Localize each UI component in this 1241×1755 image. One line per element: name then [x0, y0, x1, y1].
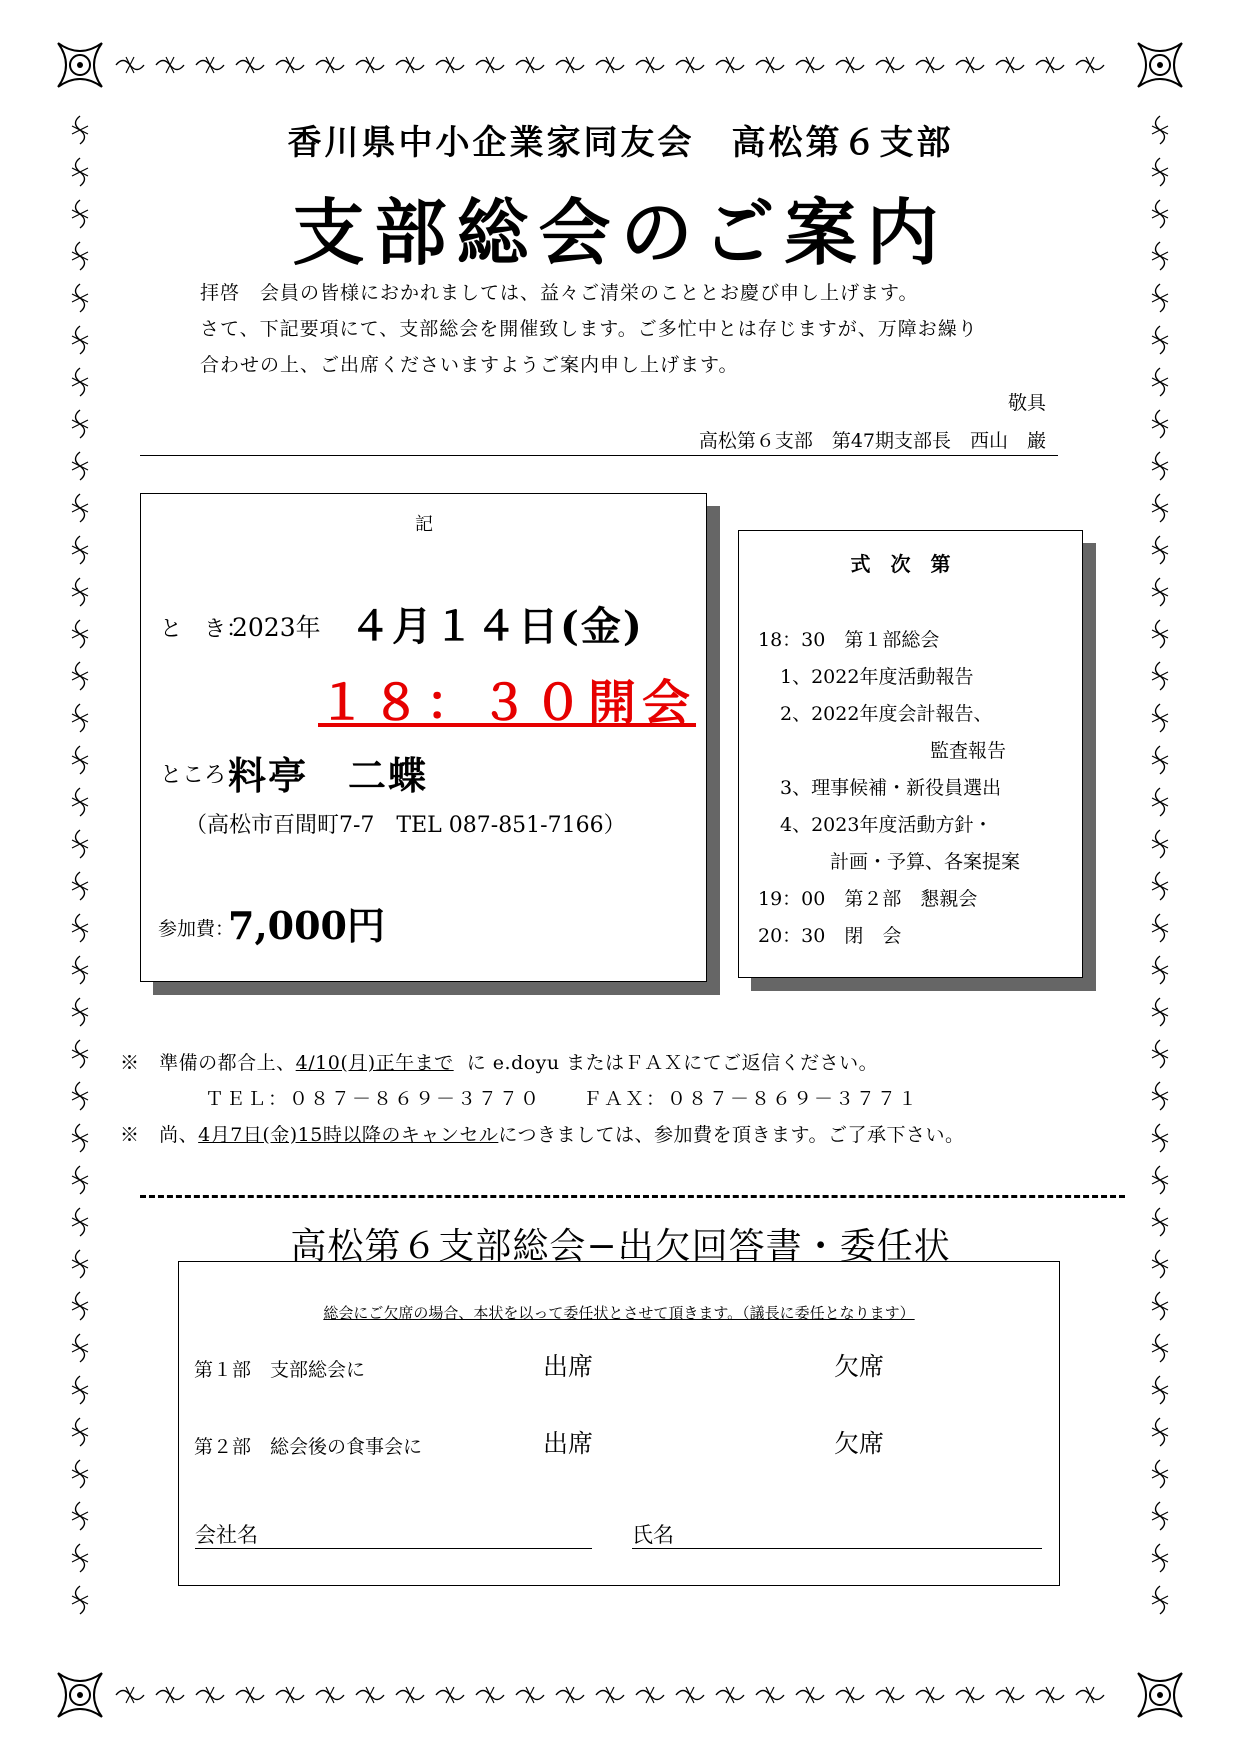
where-label: ところ： [160, 763, 249, 788]
border-ornament [1152, 420, 1168, 428]
border-ornament [806, 57, 814, 73]
border-ornament [1152, 1428, 1168, 1436]
border-ornament [486, 57, 494, 73]
border-ornament [1006, 1687, 1014, 1703]
company-field[interactable] [195, 1548, 592, 1549]
page-title: 支部総会のご案内 [292, 190, 949, 275]
border-ornament [366, 1687, 374, 1703]
venue-address: （高松市百間町7-7 TEL 087-851-7166） [185, 813, 626, 838]
program-item: 18：30 第１部総会 [758, 629, 940, 651]
cancel-note [120, 1120, 964, 1147]
border-ornament [72, 1134, 88, 1142]
border-ornament [126, 57, 134, 73]
event-date: ４月１４日(金) [350, 603, 644, 650]
divider [140, 455, 1058, 456]
border-ornament [1152, 924, 1168, 932]
proxy-note: 総会にご欠席の場合、本状を以って委任状とさせて頂きます。（議長に委任となります） [323, 1304, 915, 1322]
border-ornament [72, 336, 88, 344]
attendance-row-label-part1: 第１部 支部総会に [194, 1359, 366, 1381]
border-ornament [846, 1687, 854, 1703]
border-ornament [966, 57, 974, 73]
border-ornament [446, 57, 454, 73]
start-time: １８：３０開会 [318, 675, 697, 731]
reply-prefix: 準備の都合上、 [159, 1052, 296, 1074]
when-label: と き： [160, 617, 249, 642]
reply-note [120, 1048, 878, 1075]
border-ornament [686, 57, 694, 73]
company-label: 会社名 [195, 1523, 258, 1547]
border-ornament [72, 1386, 88, 1394]
border-ornament [72, 420, 88, 428]
organization-title: 香川県中小企業家同友会 高松第６支部 [287, 123, 954, 163]
border-ornament [606, 57, 614, 73]
border-ornament [72, 798, 88, 806]
border-ornament [72, 462, 88, 470]
name-label: 氏名 [632, 1523, 674, 1547]
border-ornament [72, 756, 88, 764]
border-ornament [1152, 294, 1168, 302]
border-ornament [126, 1687, 134, 1703]
border-ornament [1046, 57, 1054, 73]
program-item: 20：30 閉 会 [758, 925, 902, 947]
border-ornament [726, 57, 734, 73]
border-ornament [72, 546, 88, 554]
border-ornament [926, 1687, 934, 1703]
fee-amount: 7,000円 [228, 903, 385, 948]
closing-word: 敬具 [1007, 392, 1046, 414]
name-field[interactable] [632, 1548, 1042, 1549]
border-ornament [72, 1050, 88, 1058]
program-item: 2、2022年度会計報告、 [780, 703, 993, 725]
absent-option-part2[interactable]: 欠席 [834, 1429, 885, 1458]
border-ornament [206, 1687, 214, 1703]
border-ornament [1152, 1554, 1168, 1562]
cut-line [140, 1195, 1125, 1198]
border-ornament [1152, 336, 1168, 344]
border-ornament [1152, 966, 1168, 974]
border-ornament [1152, 1050, 1168, 1058]
border-ornament [406, 57, 414, 73]
border-ornament [72, 714, 88, 722]
reply-deadline: 4/10(月)正午まで [295, 1052, 454, 1074]
venue-name: 料亭 二蝶 [228, 753, 429, 798]
border-ornament [766, 57, 774, 73]
border-ornament [166, 1687, 174, 1703]
border-ornament [1046, 1687, 1054, 1703]
border-ornament [72, 630, 88, 638]
border-corner [77, 62, 83, 68]
border-ornament [246, 1687, 254, 1703]
cancel-prefix: 尚、 [159, 1124, 199, 1146]
border-ornament [1152, 630, 1168, 638]
cancel-deadline: 4月7日(金)15時以降のキャンセル [198, 1124, 499, 1146]
border-ornament [72, 378, 88, 386]
ki-heading: 記 [415, 514, 433, 535]
border-ornament [1006, 57, 1014, 73]
border-ornament [72, 504, 88, 512]
border-ornament [72, 966, 88, 974]
border-ornament [526, 1687, 534, 1703]
border-ornament [1152, 672, 1168, 680]
border-ornament [72, 924, 88, 932]
border-ornament [1152, 1302, 1168, 1310]
border-ornament [72, 672, 88, 680]
border-ornament [406, 1687, 414, 1703]
border-ornament [1152, 1344, 1168, 1352]
border-ornament [886, 57, 894, 73]
border-ornament [566, 57, 574, 73]
signer: 高松第６支部 第47期支部長 西山 巌 [698, 430, 1046, 452]
border-ornament [446, 1687, 454, 1703]
border-ornament [206, 57, 214, 73]
details-box [140, 493, 707, 982]
border-ornament [72, 1470, 88, 1478]
border-ornament [246, 57, 254, 73]
border-ornament [566, 1687, 574, 1703]
border-ornament [1152, 882, 1168, 890]
border-ornament [1152, 756, 1168, 764]
border-ornament [1152, 546, 1168, 554]
border-ornament [966, 1687, 974, 1703]
border-ornament [72, 588, 88, 596]
cancel-suffix: につきましては、参加費を頂きます。ご了承下さい。 [498, 1124, 965, 1146]
border-ornament [766, 1687, 774, 1703]
border-ornament [846, 57, 854, 73]
border-ornament [926, 57, 934, 73]
border-ornament [72, 1554, 88, 1562]
program-item: 4、2023年度活動方針・ [780, 814, 993, 836]
border-ornament [72, 840, 88, 848]
border-corner [77, 1692, 83, 1698]
border-ornament [72, 1092, 88, 1100]
program-item: 計画・予算、各案提案 [830, 851, 1021, 873]
program-item: 19：00 第２部 懇親会 [758, 888, 978, 910]
border-ornament [72, 1008, 88, 1016]
border-ornament [286, 1687, 294, 1703]
border-ornament [606, 1687, 614, 1703]
border-ornament [1152, 504, 1168, 512]
note-mark: ※ [120, 1052, 140, 1074]
border-ornament [326, 1687, 334, 1703]
border-ornament [72, 882, 88, 890]
border-ornament [1152, 462, 1168, 470]
border-ornament [886, 1687, 894, 1703]
border-ornament [1152, 1386, 1168, 1394]
event-year: 2023年 [232, 613, 321, 642]
note-mark: ※ [120, 1124, 140, 1146]
border-corner [1157, 1692, 1163, 1698]
border-ornament [1086, 57, 1094, 73]
border-ornament [1152, 798, 1168, 806]
border-ornament [1152, 840, 1168, 848]
form-title: 高松第６支部総会−出欠回答書・委任状 [290, 1226, 951, 1267]
border-ornament [72, 1512, 88, 1520]
border-ornament [166, 57, 174, 73]
border-ornament [1152, 1512, 1168, 1520]
border-ornament [726, 1687, 734, 1703]
border-ornament [1086, 1687, 1094, 1703]
greeting-line-1: 拝啓 会員の皆様におかれましては、益々ご清栄のこととお慶び申し上げます。 [200, 282, 919, 304]
border-ornament [366, 57, 374, 73]
border-ornament [326, 57, 334, 73]
border-corner [1157, 62, 1163, 68]
attendance-row-label-part2: 第２部 総会後の食事会に [194, 1436, 423, 1458]
attend-option-part1[interactable]: 出席 [543, 1352, 594, 1381]
border-ornament [72, 1596, 88, 1604]
contact-numbers: ＴＥＬ：０８７－８６９－３７７０ ＦＡＸ：０８７－８６９－３７７１ [205, 1088, 920, 1110]
program-title: 式次第 [850, 552, 971, 576]
border-ornament [1152, 1596, 1168, 1604]
border-ornament [72, 294, 88, 302]
border-ornament [646, 57, 654, 73]
border-ornament [646, 1687, 654, 1703]
border-ornament [806, 1687, 814, 1703]
program-item: 3、理事候補・新役員選出 [780, 777, 1002, 799]
border-ornament [286, 57, 294, 73]
border-ornament [1152, 1176, 1168, 1184]
greeting-line-3: 合わせの上、ご出席くださいますようご案内申し上げます。 [200, 354, 739, 376]
border-ornament [72, 1428, 88, 1436]
program-item: 1、2022年度活動報告 [780, 666, 974, 688]
attend-option-part2[interactable]: 出席 [543, 1429, 594, 1458]
border-ornament [1152, 1092, 1168, 1100]
border-ornament [1152, 1134, 1168, 1142]
border-ornament [72, 1302, 88, 1310]
border-ornament [1152, 588, 1168, 596]
reply-suffix: に e.doyu またはＦＡＸにてご返信ください。 [466, 1052, 879, 1074]
border-ornament [72, 1344, 88, 1352]
program-item: 監査報告 [930, 740, 1007, 762]
fee-label: 参加費： [158, 918, 235, 940]
border-ornament [1152, 1008, 1168, 1016]
border-ornament [526, 57, 534, 73]
border-ornament [1152, 1470, 1168, 1478]
greeting-line-2: さて、下記要項にて、支部総会を開催致します。ご多忙中とは存じますが、万障お繰り [200, 318, 978, 340]
border-ornament [72, 1176, 88, 1184]
border-ornament [486, 1687, 494, 1703]
border-ornament [1152, 714, 1168, 722]
border-ornament [1152, 378, 1168, 386]
border-ornament [686, 1687, 694, 1703]
absent-option-part1[interactable]: 欠席 [834, 1352, 885, 1381]
